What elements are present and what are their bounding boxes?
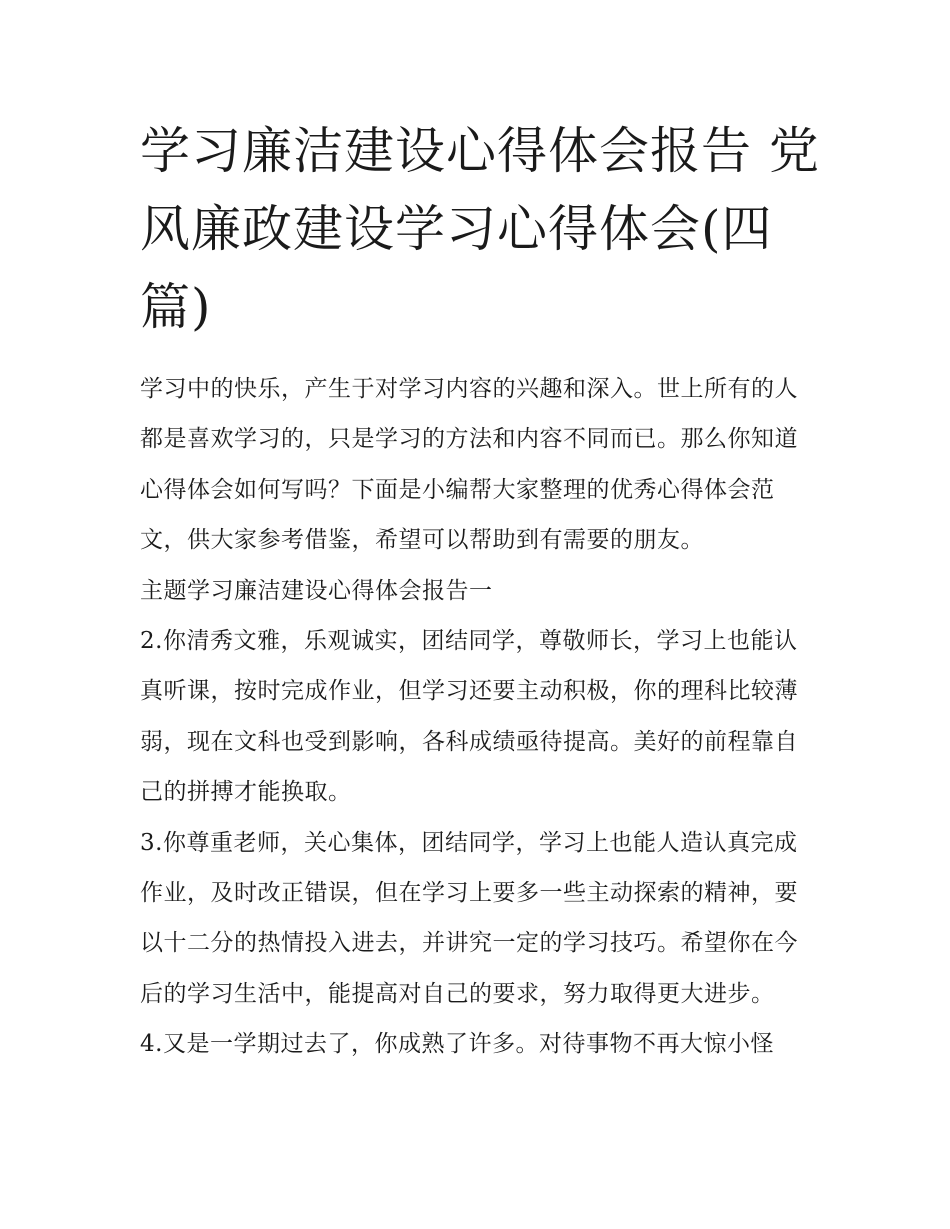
intro-paragraph: 学习中的快乐，产生于对学习内容的兴趣和深入。世上所有的人都是喜欢学习的，只是学习的方法和内容不同而已。那么你知道心得体会如何写吗？下面是小编帮大家整理的优秀心得体会范文，供大家参考借鉴，希望可以帮助到有需要的朋友。 [140,376,798,554]
paragraph-item-2: 2.你清秀文雅，乐观诚实，团结同学，尊敬师长，学习上也能认真听课，按时完成作业，但学习还要主动积极，你的理科比较薄弱，现在文科也受到影响，各科成绩亟待提高。美好的前程靠自己的拼搏才能换取。 [140,628,798,806]
document-title: 学习廉洁建设心得体会报告 党风廉政建设学习心得体会(四篇) [140,122,820,336]
paragraph-item-4: 4.又是一学期过去了，你成熟了许多。对待事物不再大惊小怪 [140,1031,774,1058]
section-heading: 主题学习廉洁建设心得体会报告一 [140,577,493,604]
paragraph-item-3: 3.你尊重老师，关心集体，团结同学，学习上也能人造认真完成作业，及时改正错误，但在学习上要多一些主动探索的精神，要以十二分的热情投入进去，并讲究一定的学习技巧。希望你在今后的学习生活中，能提高对自己的要求，努力取得更大进步。 [140,829,798,1007]
document-page [140,112,820,1070]
